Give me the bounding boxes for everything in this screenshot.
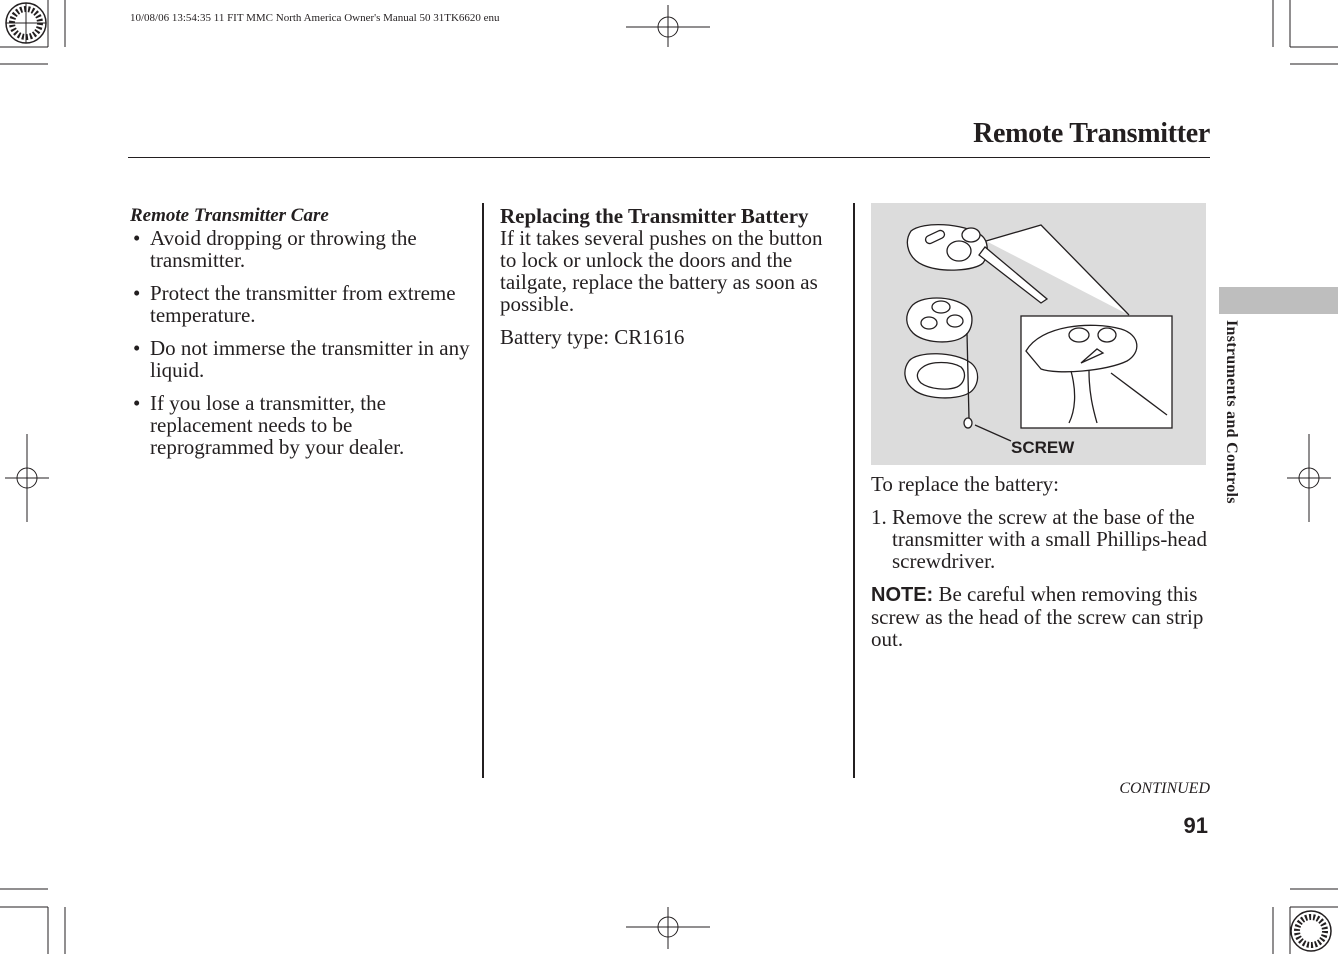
note-label: NOTE:: [871, 584, 934, 606]
step-text: Remove the screw at the base of the transmitter with a small Phillips-head screwdriver.: [892, 505, 1207, 573]
note-text: Be careful when removing this screw as the head of the screw can strip out.: [871, 582, 1204, 651]
battery-steps-section: [871, 473, 1211, 650]
continued-label: CONTINUED: [1119, 780, 1210, 797]
care-heading: Remote Transmitter Care: [130, 205, 329, 226]
section-tab: [1219, 287, 1338, 314]
bullet-icon: •: [133, 336, 141, 360]
replacing-section: [500, 205, 842, 348]
screw-label: SCREW: [1011, 438, 1075, 457]
care-section: [130, 205, 470, 469]
note-paragraph: [871, 583, 1211, 650]
care-list-item: • Avoid dropping or throwing the transmitter.: [133, 226, 417, 272]
page-title: Remote Transmitter: [973, 118, 1210, 149]
replacing-heading: Replacing the Transmitter Battery: [500, 204, 809, 228]
step-item: [871, 506, 1211, 572]
transmitter-illustration: [871, 203, 1206, 465]
care-list-item: • Protect the transmitter from extreme temperature.: [133, 281, 456, 327]
section-tab-label: Instruments and Controls: [1223, 320, 1240, 504]
column-divider-right: [853, 203, 855, 778]
bullet-icon: •: [133, 281, 141, 305]
page-number: 91: [1183, 813, 1208, 838]
print-header: 10/08/06 13:54:35 11 FIT MMC North America Owner's Manual 50 31TK6620 enu: [130, 12, 500, 24]
replacing-body: If it takes several pushes on the button to lock or unlock the doors and the tailgate, replace the battery as soon as possible.: [500, 226, 823, 316]
care-list-item: • If you lose a transmitter, the replacement needs to be reprogrammed by your dealer.: [133, 391, 405, 459]
care-list: [130, 227, 470, 458]
column-divider-left: [482, 203, 484, 778]
transmitter-drawing: [871, 203, 1206, 465]
step-number: 1.: [871, 505, 887, 529]
care-list-item: • Do not immerse the transmitter in any liquid.: [133, 336, 470, 382]
battery-type: Battery type: CR1616: [500, 325, 685, 349]
title-divider: [128, 157, 1210, 158]
bullet-icon: •: [133, 391, 141, 415]
bullet-icon: •: [133, 226, 141, 250]
steps-intro: To replace the battery:: [871, 472, 1060, 496]
